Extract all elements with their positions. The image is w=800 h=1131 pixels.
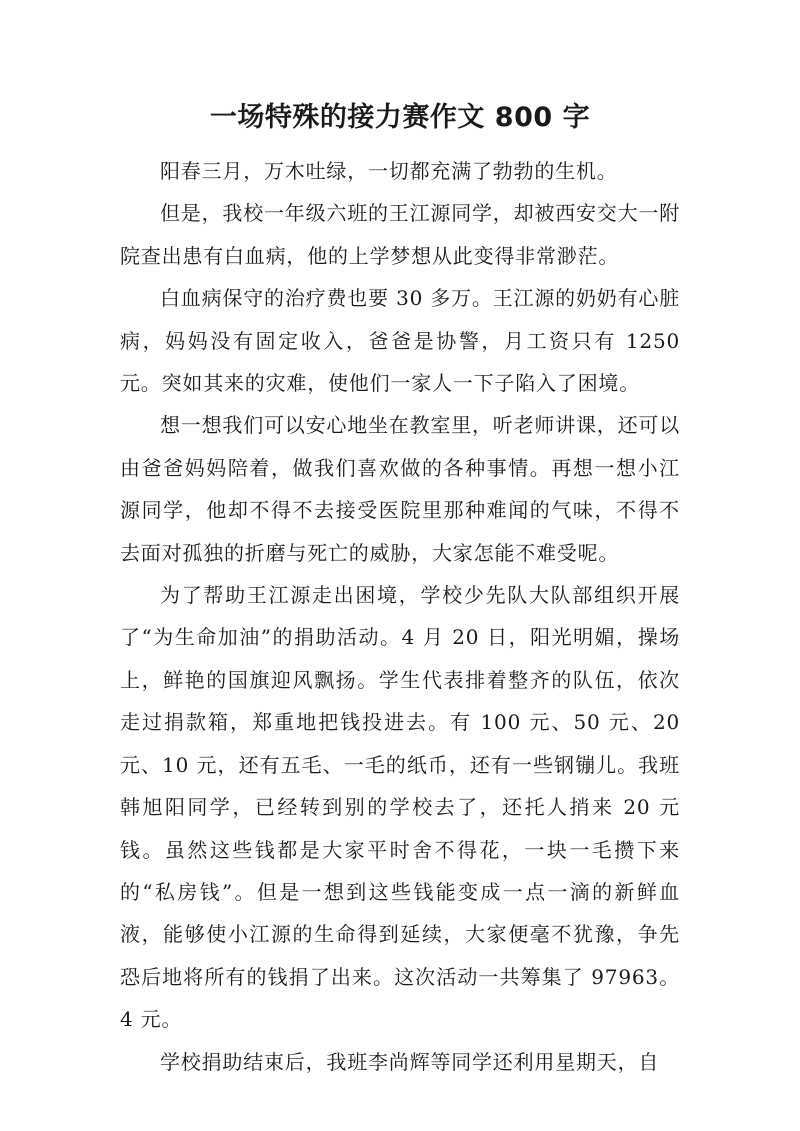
paragraph: 阳春三月，万木吐绿，一切都充满了勃勃的生机。 — [160, 159, 618, 183]
paragraph: 想一想我们可以安心地坐在教室里，听老师讲课，还可以由爸爸妈妈陪着，做我们喜欢做的各种事情。再想一想小江源同学，他却不得不去接受医院里那种难闻的气味，不得不去面对孤独的折磨与死亡的威胁，大家怎能不难受呢。 — [120, 413, 680, 565]
paragraph: 但是，我校一年级六班的王江源同学，却被西安交大一附院查出患有白血病，他的上学梦想从此变得非常渺茫。 — [120, 201, 680, 268]
document-title: 一场特殊的接力赛作文 800 字 — [209, 102, 591, 133]
paragraph: 白血病保守的治疗费也要 30 多万。王江源的奶奶有心脏病，妈妈没有固定收入，爸爸是协警，月工资只有 1250 元。突如其来的灾难，使他们一家人一下子陷入了困境。 — [120, 286, 680, 396]
paragraph: 学校捐助结束后，我班李尚辉等同学还利用星期天，自 — [160, 1049, 660, 1074]
document-body — [120, 150, 680, 1083]
paragraph: 为了帮助王江源走出困境，学校少先队大队部组织开展了“为生命加油”的捐助活动。4 月 20 日，阳光明媚，操场上，鲜艳的国旗迎风飘扬。学生代表排着整齐的队伍，依次走过捐款箱，郑重地把钱投进去。有 100 元、50 元、20 元、10 元，还有五毛、一毛的纸币，还有一些钢镚儿。我班韩旭阳同学，已经转到别的学校去了，还托人捎来 20 元钱。虽然这些钱都是大家平时舍不得花，一块一毛攒下来的“私房钱”。但是一想到这些钱能变成一点一滴的新鲜血液，能够使小江源的生命得到延续，大家便毫不犹豫，争先恐后地将所有的钱捐了出来。这次活动一共筹集了 97963。4 元。 — [120, 583, 680, 1032]
